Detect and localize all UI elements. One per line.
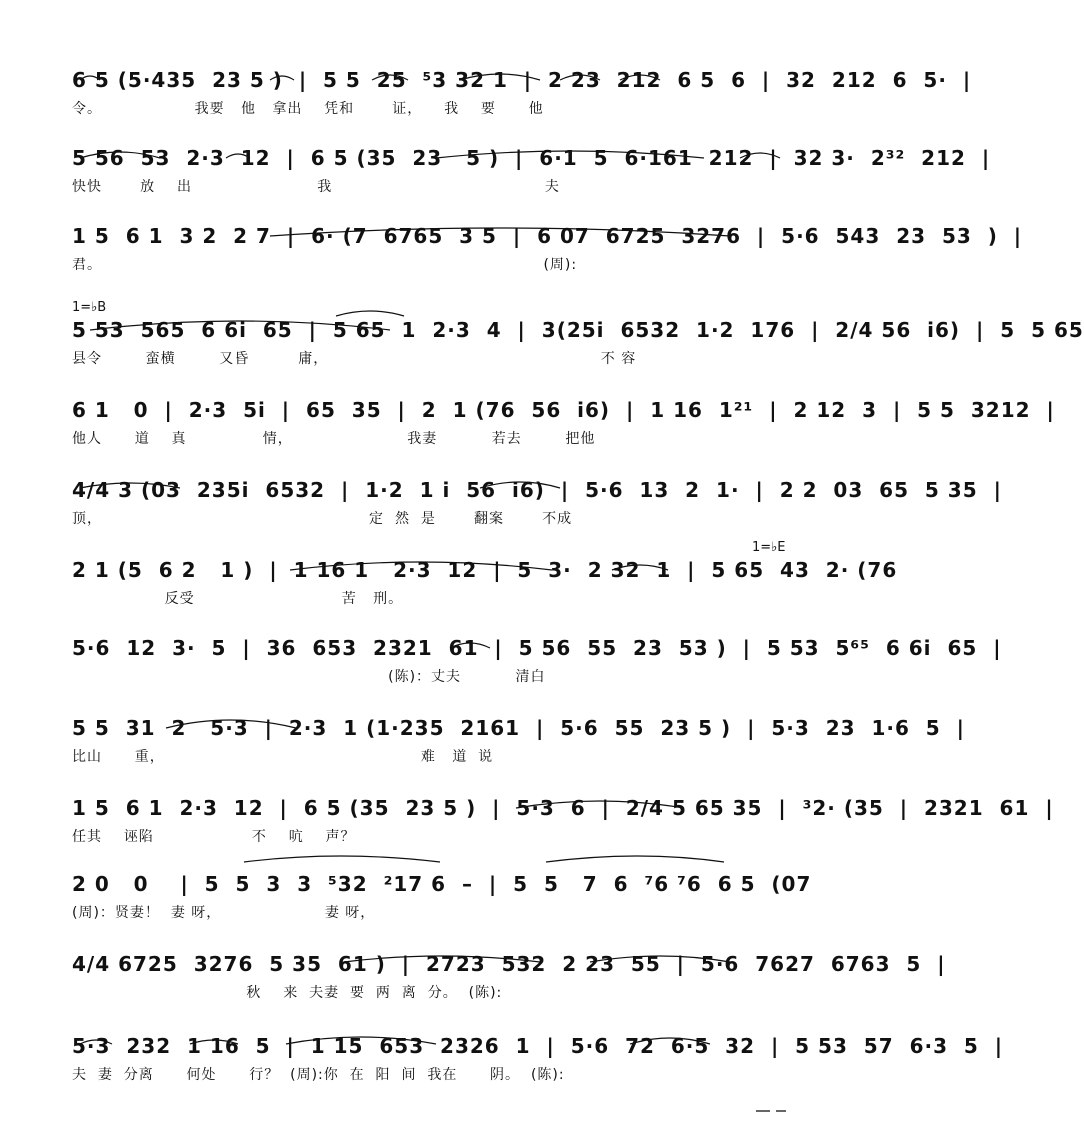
key-signature: 1=♭B bbox=[72, 300, 107, 315]
lyric-line: 任其 诬陷 不 吭 声？ bbox=[72, 829, 356, 845]
notation-line: 4/4 6725 3276 5 35 61 ) | 2723 532 2 23 55 | 5·6 7627 6763 5 | bbox=[72, 952, 946, 976]
page-edge-fragment bbox=[756, 1097, 792, 1103]
lyric-line: 秋 来 夫妻 要 两 离 分。 (陈): bbox=[72, 985, 503, 1001]
lyric-line: 令。 我要 他 拿出 凭和 证， 我 要 他 bbox=[72, 101, 544, 117]
notation-line: 1 5 6 1 3 2 2 7 | 6· (7 6765 3 5 | 6 07 6725 3276 | 5·6 543 23 53 ) | bbox=[72, 224, 1023, 248]
notation-line: 5 5 31 2 5·3 | 2·3 1 (1·235 2161 | 5·6 55 23 5 ) | 5·3 23 1·6 5 | bbox=[72, 716, 965, 740]
lyric-line: (周)：贤妻！ 妻 呀， 妻 呀， bbox=[72, 905, 376, 921]
notation-line: 5 56 53 2·3 12 | 6 5 (35 23 5 ) | 6·1 5 6·161 212 | 32 3· 2³² 212 | bbox=[72, 146, 991, 170]
lyric-line: 反受 苦 刑。 bbox=[72, 591, 404, 607]
notation-line: 5·6 12 3· 5 | 36 653 2321 61 | 5 56 55 23 53 ) | 5 53 5⁶⁵ 6 6i 65 | bbox=[72, 636, 1002, 660]
lyric-line: 夫 妻 分离 何处 行？ (周):你 在 阳 间 我在 阴。 (陈): bbox=[72, 1067, 565, 1083]
key-signature: 1=♭E bbox=[752, 540, 786, 555]
lyric-line: 县令 蛮横 又昏 庸， 不 容 bbox=[72, 351, 637, 367]
lyric-line: 他人 道 真 情， 我妻 若去 把他 bbox=[72, 431, 596, 447]
notation-line: 5 53 565 6 6i 65 | 5 65 1 2·3 4 | 3(25i 6532 1·2 176 | 2/4 56 i6) | 5 5 65 bbox=[72, 318, 1084, 342]
notation-line: 6 5 (5·435 23 5 ) | 5 5 25 ⁵3 32 1 | 2 23 212 6 5 6 | 32 212 6 5· | bbox=[72, 68, 972, 92]
notation-line: 5·3 232 1 16 5 | 1 15 653 2326 1 | 5·6 72 6·5 32 | 5 53 57 6·3 5 | bbox=[72, 1034, 1004, 1058]
notation-line: 6 1 0 | 2·3 5i | 65 35 | 2 1 (76 56 i6) | 1 16 1²¹ | 2 12 3 | 5 5 3212 | bbox=[72, 398, 1055, 422]
notation-line: 2 1 (5 6 2 1 ) | 1 16 1 2·3 12 | 5 3· 2 32 1 | 5 65 43 2· (76 bbox=[72, 558, 898, 582]
lyric-line: 顶， 定 然 是 翻案 不成 bbox=[72, 511, 573, 527]
lyric-line: 快快 放 出 我 夫 bbox=[72, 179, 560, 195]
notation-line: 4/4 3 (03 235i 6532 | 1·2 1 i 56 i6) | 5·6 13 2 1· | 2 2 03 65 5 35 | bbox=[72, 478, 1002, 502]
lyric-line: 比山 重， 难 道 说 bbox=[72, 749, 494, 765]
notation-line: 2 0 0 | 5 5 3 3 ⁵32 ²17 6 – | 5 5 7 6 ⁷6 ⁷6 6 5 (07 bbox=[72, 872, 812, 896]
lyric-line: 君。 (周): bbox=[72, 257, 578, 273]
notation-line: 1 5 6 1 2·3 12 | 6 5 (35 23 5 ) | 5·3 6 | 2/4 5 65 35 | ³2· (35 | 2321 61 | bbox=[72, 796, 1054, 820]
lyric-line: (陈)：丈夫 清白 bbox=[72, 669, 546, 685]
